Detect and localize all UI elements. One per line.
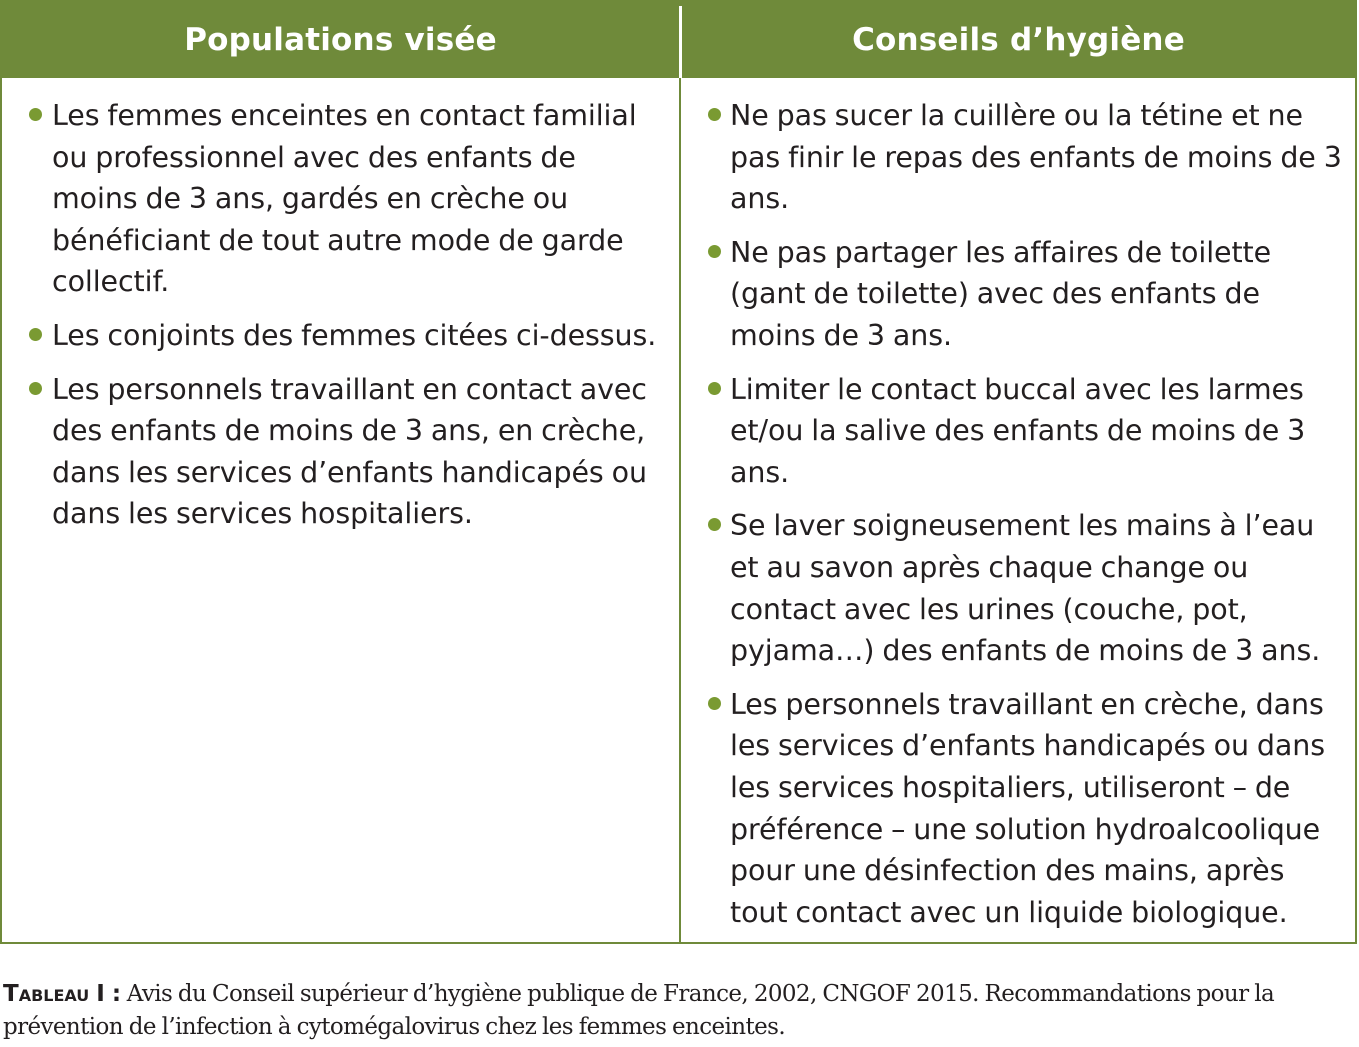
bullet-icon [708,382,721,395]
bullet-icon [708,245,721,258]
list-item [705,95,1349,220]
conseils-list [705,95,1349,933]
table-header-row [2,2,1355,78]
list-item-text: Les personnels travaillant en contact avec des enfants de moins de 3 ans, en crèche, dans les services d’enfants handicapés ou dans les services hospitaliers. [52,372,647,531]
list-item [705,232,1349,357]
list-item-text: Les conjoints des femmes citées ci-dessus. [52,318,657,352]
bullet-icon [29,108,42,121]
bullet-icon [29,328,42,341]
list-item-text: Les femmes enceintes en contact familial ou professionnel avec des enfants de moins de 3 ans, gardés en crèche ou bénéficiant de tout autre mode de garde collectif. [52,99,637,299]
table-caption [3,978,1355,1044]
header-conseils: Conseils d’hygiène [852,22,1185,58]
caption-label: Tableau I : [3,981,122,1007]
bullet-icon [708,108,721,121]
list-item [26,95,669,303]
list-item-text: Se laver soigneusement les mains à l’eau et au savon après chaque change ou contact avec les urines (couche, pot, pyjama…) des enfants de moins de 3 ans. [730,509,1321,668]
list-item-text: Les personnels travaillant en crèche, dans les services d’enfants handicapés ou dans les services hospitaliers, utiliseront – de préférence – une solution hydroalcoolique pour une désinfection des mains, après tout contact avec un liquide biologique. [730,687,1325,929]
caption-text: Avis du Conseil supérieur d’hygiène publique de France, 2002, CNGOF 2015. Recommandations pour la prévention de l’infection à cytomégalovirus chez les femmes enceintes. [3,981,1275,1040]
populations-column [2,78,679,547]
bullet-icon [29,382,42,395]
populations-list [26,95,669,535]
header-populations: Populations visée [184,22,497,58]
bullet-icon [708,697,721,710]
list-item [26,315,669,357]
bullet-icon [708,518,721,531]
conseils-column [681,78,1357,945]
list-item [705,505,1349,671]
list-item [26,369,669,535]
list-item [705,369,1349,494]
list-item-text: Ne pas partager les affaires de toilette (gant de toilette) avec des enfants de moins de 3 ans. [730,235,1272,352]
list-item-text: Limiter le contact buccal avec les larmes et/ou la salive des enfants de moins de 3 ans. [730,372,1306,489]
list-item [705,684,1349,934]
list-item-text: Ne pas sucer la cuillère ou la tétine et ne pas finir le repas des enfants de moins de 3 ans. [730,99,1342,216]
